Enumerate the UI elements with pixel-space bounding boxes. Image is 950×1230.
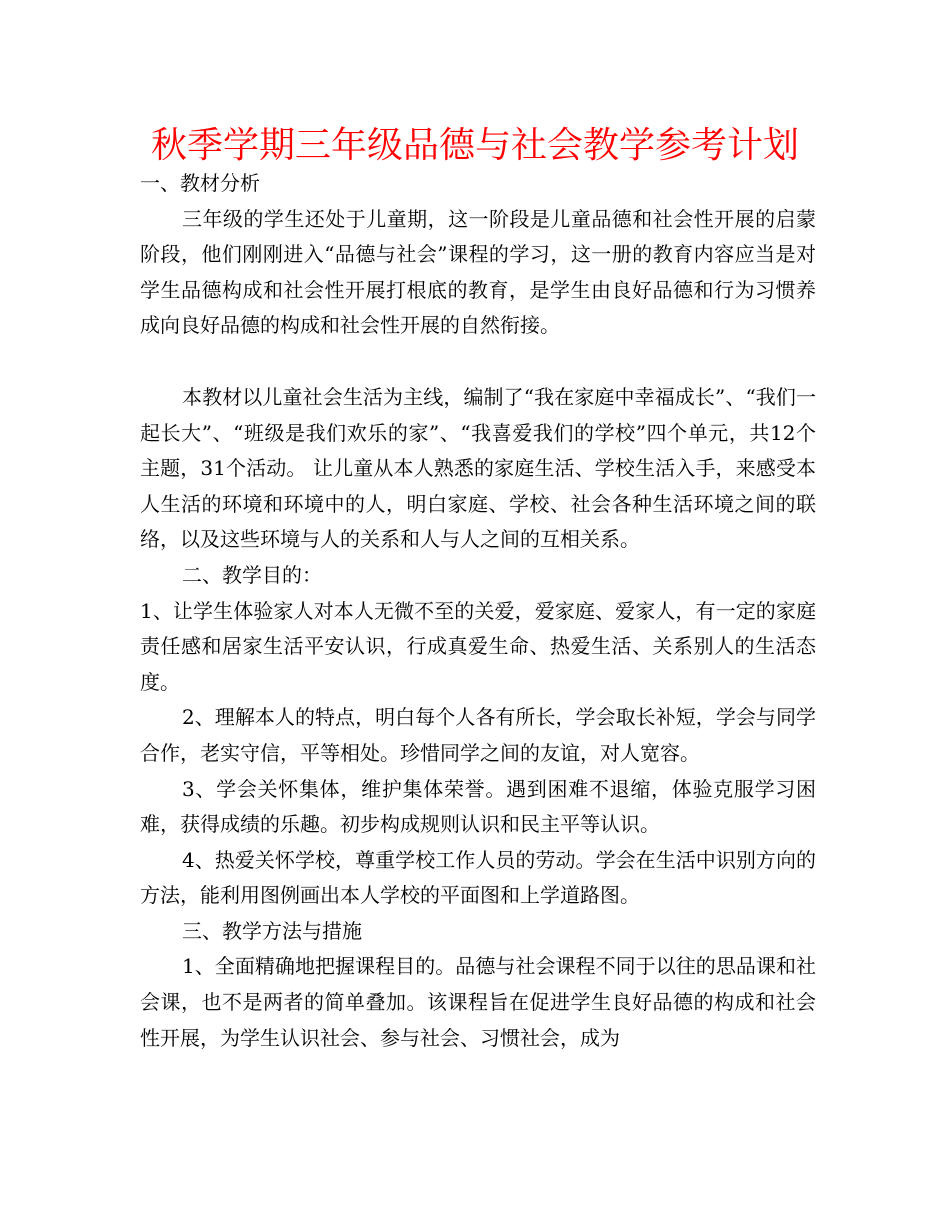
- goal-item-4: 4、热爱关怀学校，尊重学校工作人员的劳动。学会在生活中识别方向的方法，能利用图例画出本人学校的平面图和上学道路图。: [140, 847, 816, 908]
- method-item-1: 1、全面精确地把握课程目的。品德与社会课程不同于以往的思品课和社会课，也不是两者的简单叠加。该课程旨在促进学生良好品德的构成和社会性开展，为学生认识社会、参与社会、习惯社会，成为: [140, 954, 816, 1050]
- section-heading-textbook-analysis: 一、教材分析: [140, 171, 260, 195]
- section-heading-teaching-goals: 二、教学目的：: [182, 562, 322, 587]
- section-heading-methods: 三、教学方法与措施: [182, 918, 362, 943]
- goal-item-2: 2、理解本人的特点，明白每个人各有所长，学会取长补短，学会与同学合作，老实守信，平等相处。珍惜同学之间的友谊，对人宽容。: [140, 705, 816, 765]
- paragraph-textbook-structure: 本教材以儿童社会生活为主线，编制了“我在家庭中幸福成长”、“我们一起长大”、“班级是我们欢乐的家”、“我喜爱我们的学校”四个单元，共12个主题，31个活动。 让儿童从本人熟悉的家庭生活、学校生活入手，来感受本人生活的环境和环境中的人，明白家庭、学校、社会各种生活环境之间的联络，以及这些环境与人的关系和人与人之间的互相关系。: [140, 384, 816, 552]
- goal-item-3: 3、学会关怀集体，维护集体荣誉。遇到困难不退缩，体验克服学习困难，获得成绩的乐趣。初步构成规则认识和民主平等认识。: [140, 776, 816, 837]
- paragraph-gap: [140, 344, 816, 380]
- paragraph-student-stage: 三年级的学生还处于儿童期，这一阶段是儿童品德和社会性开展的启蒙阶段，他们刚刚进入“品德与社会”课程的学习，这一册的教育内容应当是对学生品德构成和社会性开展打根底的教育，是学生由良好品德和行为习惯养成向良好品德的构成和社会性开展的自然衔接。: [140, 206, 816, 338]
- document-body: [140, 166, 816, 1056]
- goal-item-1: 1、让学生体验家人对本人无微不至的关爱，爱家庭、爱家人，有一定的家庭责任感和居家生活平安认识，行成真爱生命、热爱生活、关系别人的生活态度。: [140, 598, 816, 694]
- document-title: 秋季学期三年级品德与社会教学参考计划: [150, 125, 799, 166]
